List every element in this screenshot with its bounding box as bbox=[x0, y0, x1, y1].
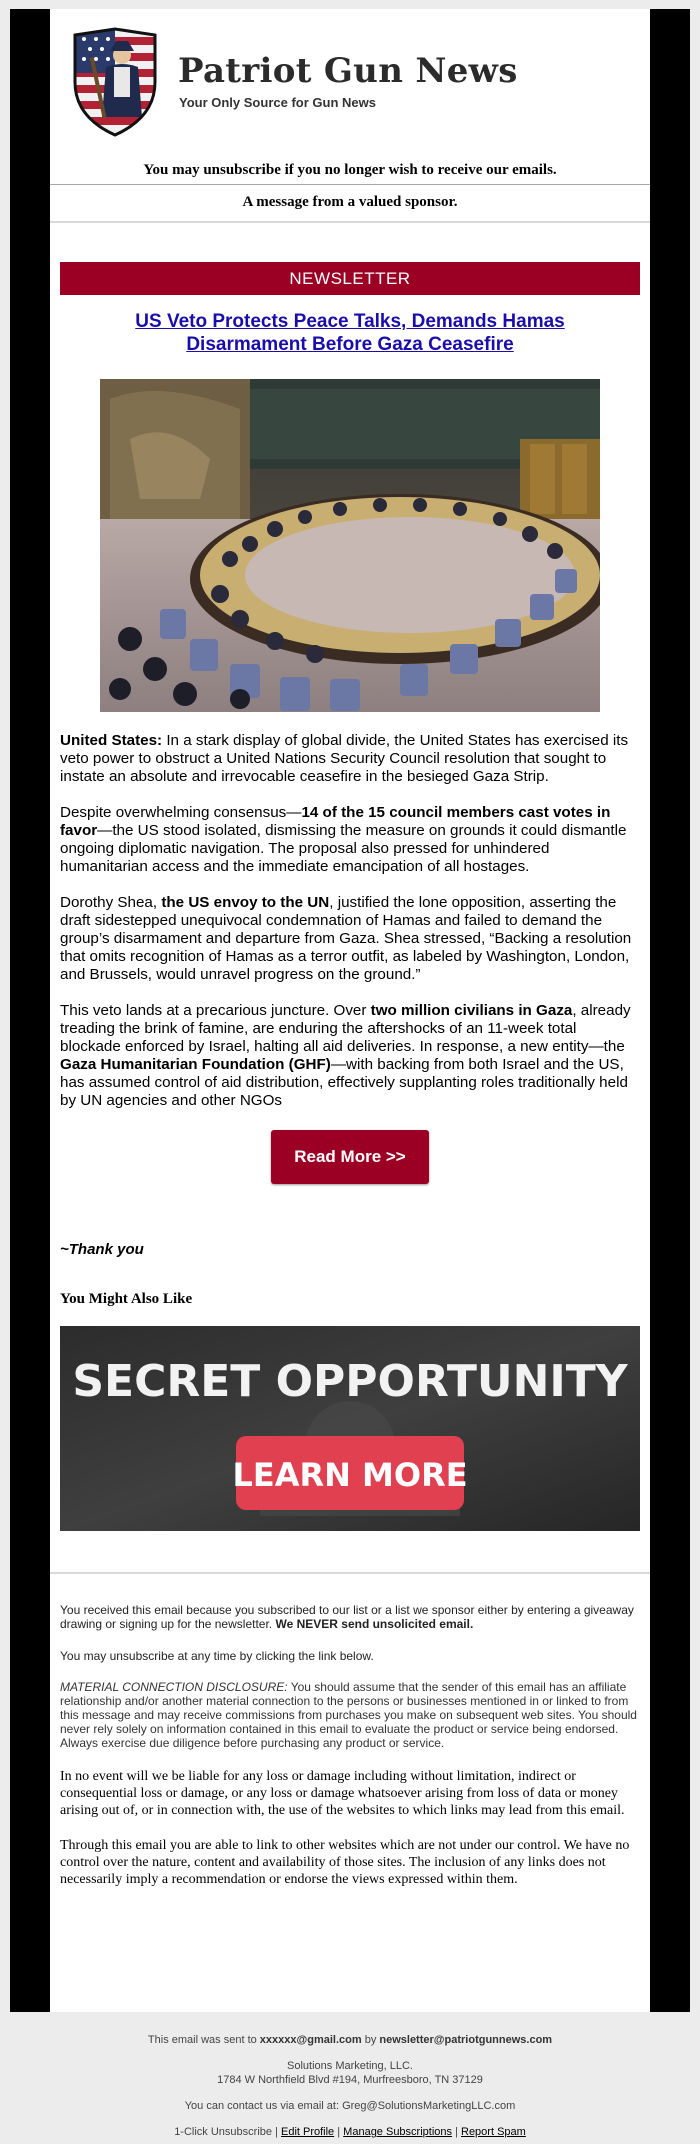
bold-text: two million civilians in Gaza bbox=[370, 1002, 573, 1019]
sender-email: newsletter@patriotgunnews.com bbox=[379, 2034, 553, 2046]
email-header bbox=[50, 9, 650, 149]
ad-learn-more-button[interactable]: LEARN MORE bbox=[232, 1456, 468, 1494]
contact-line: You can contact us via email at: Greg@SolutionsMarketingLLC.com bbox=[184, 2100, 516, 2112]
bold-text: We NEVER send unsolicited email. bbox=[275, 1617, 474, 1631]
ad-headline: SECRET OPPORTUNITY bbox=[72, 1356, 628, 1407]
links-policy-statement: Through this email you are able to link to other websites which are not under our control. We have no control over the nature, content and availability of those sites. The inclusion of any links does not necessarily imply a recommendation or endorse the views expressed within them. bbox=[60, 1838, 630, 1887]
subscription-reason bbox=[60, 1603, 640, 1631]
unsubscribe-info: You may unsubscribe at any time by clicking the link below. bbox=[60, 1649, 374, 1663]
newsletter-content bbox=[50, 262, 650, 1531]
text: This veto lands at a precarious juncture. Over bbox=[60, 1002, 371, 1019]
bold-text: Gaza Humanitarian Foundation (GHF) bbox=[60, 1056, 331, 1073]
text: In a stark display of global divide, the United States has exercised its veto power to obstruct a United Nations Security Council resolution that sought to instate an absolute and irrevocable ceasefire in the besieged Gaza Strip. bbox=[60, 732, 629, 785]
one-click-unsubscribe-link[interactable]: 1-Click Unsubscribe bbox=[174, 2126, 272, 2138]
text: You should assume that the sender of this email has an affiliate relationship and/or another material connection to the persons or businesses mentioned in or linked to from this message and may receive commissions from purchases you make on subsequent web sites. You should never rely solely on information contained in this email to evaluate the product or service being endorsed. Always exercise due diligence before purchasing any product or service. bbox=[60, 1680, 637, 1750]
article-headline-link[interactable]: US Veto Protects Peace Talks, Demands Hamas Disarmament Before Gaza Ceasefire bbox=[135, 311, 565, 355]
text: , already treading the brink of famine, are enduring the aftershocks of an 11-week total blockade enforced by Israel, halting all aid deliveries. In response, a new entity—the bbox=[60, 1002, 631, 1055]
article-paragraph bbox=[60, 804, 640, 876]
bold-text: the US envoy to the UN bbox=[161, 894, 330, 911]
separator: | bbox=[452, 2126, 461, 2138]
report-spam-link[interactable]: Report Spam bbox=[461, 2126, 526, 2138]
sent-to-line bbox=[0, 2034, 700, 2047]
material-disclosure bbox=[60, 1680, 640, 1750]
text: Dorothy Shea, bbox=[60, 894, 162, 911]
secret-opportunity-ad-banner[interactable] bbox=[60, 1326, 640, 1531]
separator: | bbox=[272, 2126, 281, 2138]
bold-text: 14 of the 15 council members cast votes in favor bbox=[60, 804, 611, 839]
divider bbox=[50, 221, 650, 223]
you-might-also-like-heading: You Might Also Like bbox=[60, 1291, 193, 1307]
text: by bbox=[361, 2034, 380, 2046]
text: , justified the lone opposition, asserting the draft sidestepped unequivocal condemnation of Hamas and failed to demand the group’s disarmament and departure from Gaza. Shea stressed, “Backing a resolution that omits recognition of Hamas as a terror outfit, as labeled by Washington, London, and Brussels, would unravel progress on the ground.” bbox=[60, 894, 632, 983]
article-paragraph bbox=[60, 1002, 640, 1110]
brand-subtitle: Your Only Source for Gun News bbox=[179, 95, 376, 110]
separator: | bbox=[334, 2126, 344, 2138]
thank-you-text: ~Thank you bbox=[60, 1241, 144, 1258]
footer-content bbox=[50, 1603, 650, 1888]
bold-text: United States: bbox=[60, 732, 163, 749]
liability-statement: In no event will we be liable for any loss or damage including without limitation, indirect or consequential loss or damage, or any loss or damage whatsoever arising from loss of data or money arising out of, or in connection with, the use of the websites to which links may lead from this email. bbox=[60, 1769, 625, 1818]
read-more-button[interactable]: Read More >> bbox=[271, 1130, 429, 1184]
brand-title: Patriot Gun News bbox=[178, 51, 518, 91]
text: You received this email because you subscribed to our list or a list we sponsor either by entering a giveaway drawing or signing up for the newsletter. bbox=[60, 1603, 634, 1631]
divider bbox=[50, 1572, 650, 1574]
article-paragraph bbox=[60, 732, 640, 786]
text: Despite overwhelming consensus— bbox=[60, 804, 302, 821]
footer-links bbox=[0, 2126, 700, 2139]
email-body bbox=[50, 9, 650, 2012]
text: This email was sent to bbox=[147, 2034, 260, 2046]
edit-profile-link[interactable]: Edit Profile bbox=[280, 2126, 335, 2138]
recipient-email: xxxxxx@gmail.com bbox=[259, 2034, 362, 2046]
company-name: Solutions Marketing, LLC. bbox=[287, 2060, 413, 2072]
text: —with backing from both Israel and the US, has assumed control of aid distribution, effectively supplanting roles traditionally held by UN agencies and other NGOs bbox=[60, 1056, 628, 1109]
sponsor-notice: A message from a valued sponsor. bbox=[242, 194, 458, 210]
disclosure-label: MATERIAL CONNECTION DISCLOSURE: bbox=[60, 1680, 288, 1694]
read-more-wrap bbox=[60, 1130, 640, 1184]
article-paragraph bbox=[60, 894, 640, 984]
company-address: 1784 W Northfield Blvd #194, Murfreesboro, TN 37129 bbox=[217, 2074, 483, 2086]
newsletter-bar: NEWSLETTER bbox=[60, 262, 640, 295]
patriot-shield-logo-icon bbox=[70, 27, 160, 137]
un-security-council-photo[interactable] bbox=[100, 379, 600, 712]
outer-footer bbox=[0, 2028, 700, 2139]
manage-subscriptions-link[interactable]: Manage Subscriptions bbox=[343, 2126, 453, 2138]
text: —the US stood isolated, dismissing the measure on grounds it could dismantle ongoing diplomatic navigation. The proposal also pressed for unhindered humanitarian access and the immediate emancipation of all hostages. bbox=[60, 822, 627, 875]
unsubscribe-notice: You may unsubscribe if you no longer wish to receive our emails. bbox=[143, 162, 557, 178]
